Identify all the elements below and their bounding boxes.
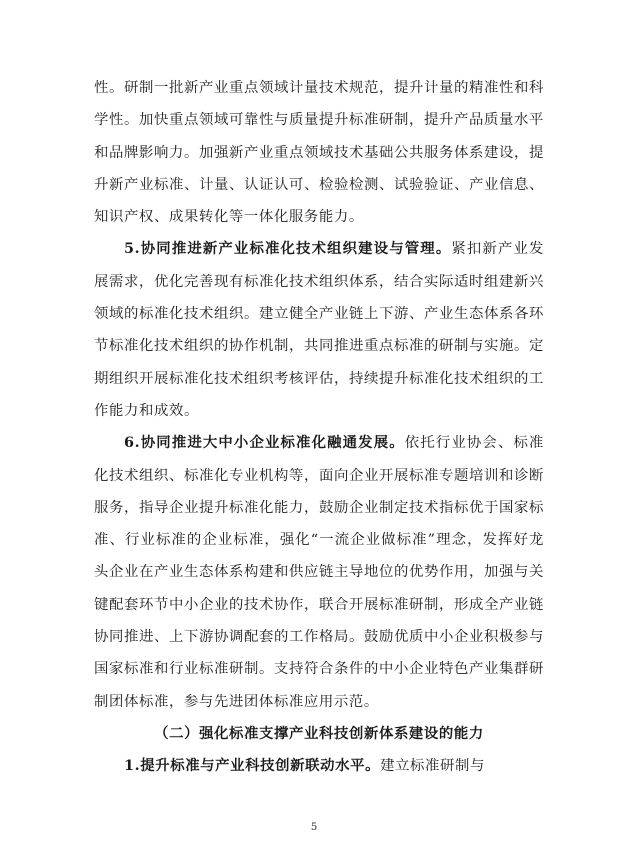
paragraph-heading: 1.提升标准与产业科技创新联动水平。 [124, 757, 381, 775]
paragraph-text: 紧扣新产业发展需求，优化完善现有标准化技术组织体系，结合实际适时组建新兴领域的标准化技术组织。建立健全产业链上下游、产业生态体系各环节标准化技术组织的协作机制，共同推进重点标准的研制与实施。定期组织开展标准化技术组织考核评估，持续提升标准化技术组织的工作能力和成效。 [94, 241, 544, 419]
page-number: 5 [310, 822, 318, 833]
paragraph-heading: 5.协同推进新产业标准化技术组织建设与管理。 [124, 240, 452, 258]
paragraph-text: 依托行业协会、标准化技术组织、标准化专业机构等，面向企业开展标准专题培训和诊断服务，指导企业提升标准化能力，鼓励企业制定技术指标优于国家标准、行业标准的企业标准，强化“一流企业做标准”理念，发挥好龙头企业在产业生态体系构建和供应链主导地位的优势作用，加强与关键配套环节中小企业的技术协作，联合开展标准研制，形成全产业链协同推进、上下游协调配套的工作格局。鼓励优质中小企业积极参与国家标准和行业标准研制。支持符合条件的中小企业特色产业集群研制团体标准，参与先进团体标准应用示范。 [94, 435, 544, 710]
paragraph-item-1 [94, 750, 544, 782]
paragraph-text: 建立标准研制与 [380, 758, 486, 775]
paragraph-heading: 6.协同推进大中小企业标准化融通发展。 [124, 434, 405, 452]
paragraph-text: 性。研制一批新产业重点领域计量技术规范，提升计量的精准性和科学性。加快重点领域可靠性与质量提升标准研制，提升产品质量水平和品牌影响力。加强新产业重点领域技术基础公共服务体系建设，提升新产业标准、计量、认证认可、检验检测、试验验证、产业信息、知识产权、成果转化等一体化服务能力。 [94, 80, 544, 226]
paragraph-item-5 [94, 233, 544, 427]
paragraph-continuation [94, 72, 544, 233]
section-title: （二）强化标准支撑产业科技创新体系建设的能力 [154, 724, 484, 742]
body-text [94, 72, 544, 783]
paragraph-item-6 [94, 427, 544, 718]
